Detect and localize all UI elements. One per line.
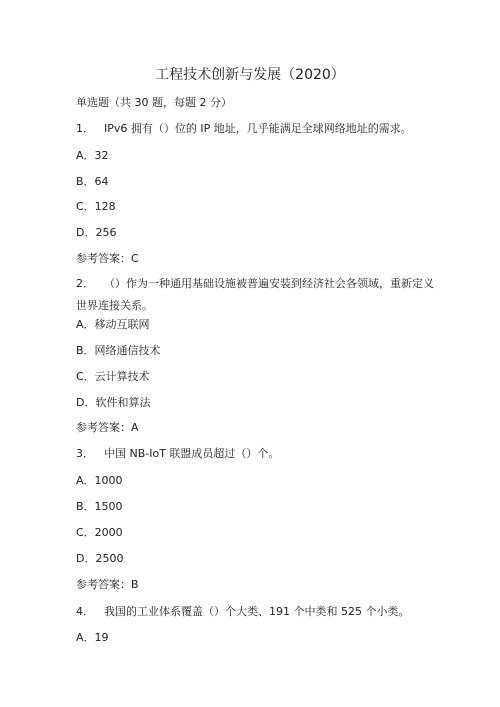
question-3 [76,447,279,461]
option-3c: C．2000 [76,526,123,539]
option-3d: D．2500 [76,552,124,565]
question-text: （）作为一种通用基础设施被普遍安装到经济社会各领域，重新定义世界连接关系。 [76,277,434,312]
answer-1: 参考答案：C [76,252,139,265]
option-1a: A．32 [76,149,109,162]
question-1 [76,122,412,136]
question-text: 中国 NB-IoT 联盟成员超过（）个。 [104,447,280,460]
option-3b: B．1500 [76,500,123,513]
option-3a: A．1000 [76,474,123,487]
question-text: IPv6 拥有（）位的 IP 地址，几乎能满足全球网络地址的需求。 [104,122,412,135]
question-number: 4． [76,605,94,618]
section-heading: 单选题（共 30 题，每题 2 分） [76,96,232,109]
option-2b: B．网络通信技术 [76,344,161,357]
option-2d: D．软件和算法 [76,396,151,409]
option-1c: C．128 [76,200,116,213]
document-title: 工程技术创新与发展（2020） [155,67,345,83]
question-number: 1． [76,122,94,135]
question-2 [76,273,436,317]
question-text: 我国的工业体系覆盖（）个大类、191 个中类和 525 个小类。 [104,605,410,618]
option-4a: A．19 [76,631,109,644]
question-number: 3． [76,447,94,460]
question-number: 2． [76,277,94,290]
option-1b: B．64 [76,175,109,188]
answer-3: 参考答案：B [76,578,139,591]
option-2a: A．移动互联网 [76,318,150,331]
option-2c: C．云计算技术 [76,370,150,383]
option-1d: D．256 [76,226,117,239]
answer-2: 参考答案：A [76,421,139,434]
question-4 [76,605,409,619]
